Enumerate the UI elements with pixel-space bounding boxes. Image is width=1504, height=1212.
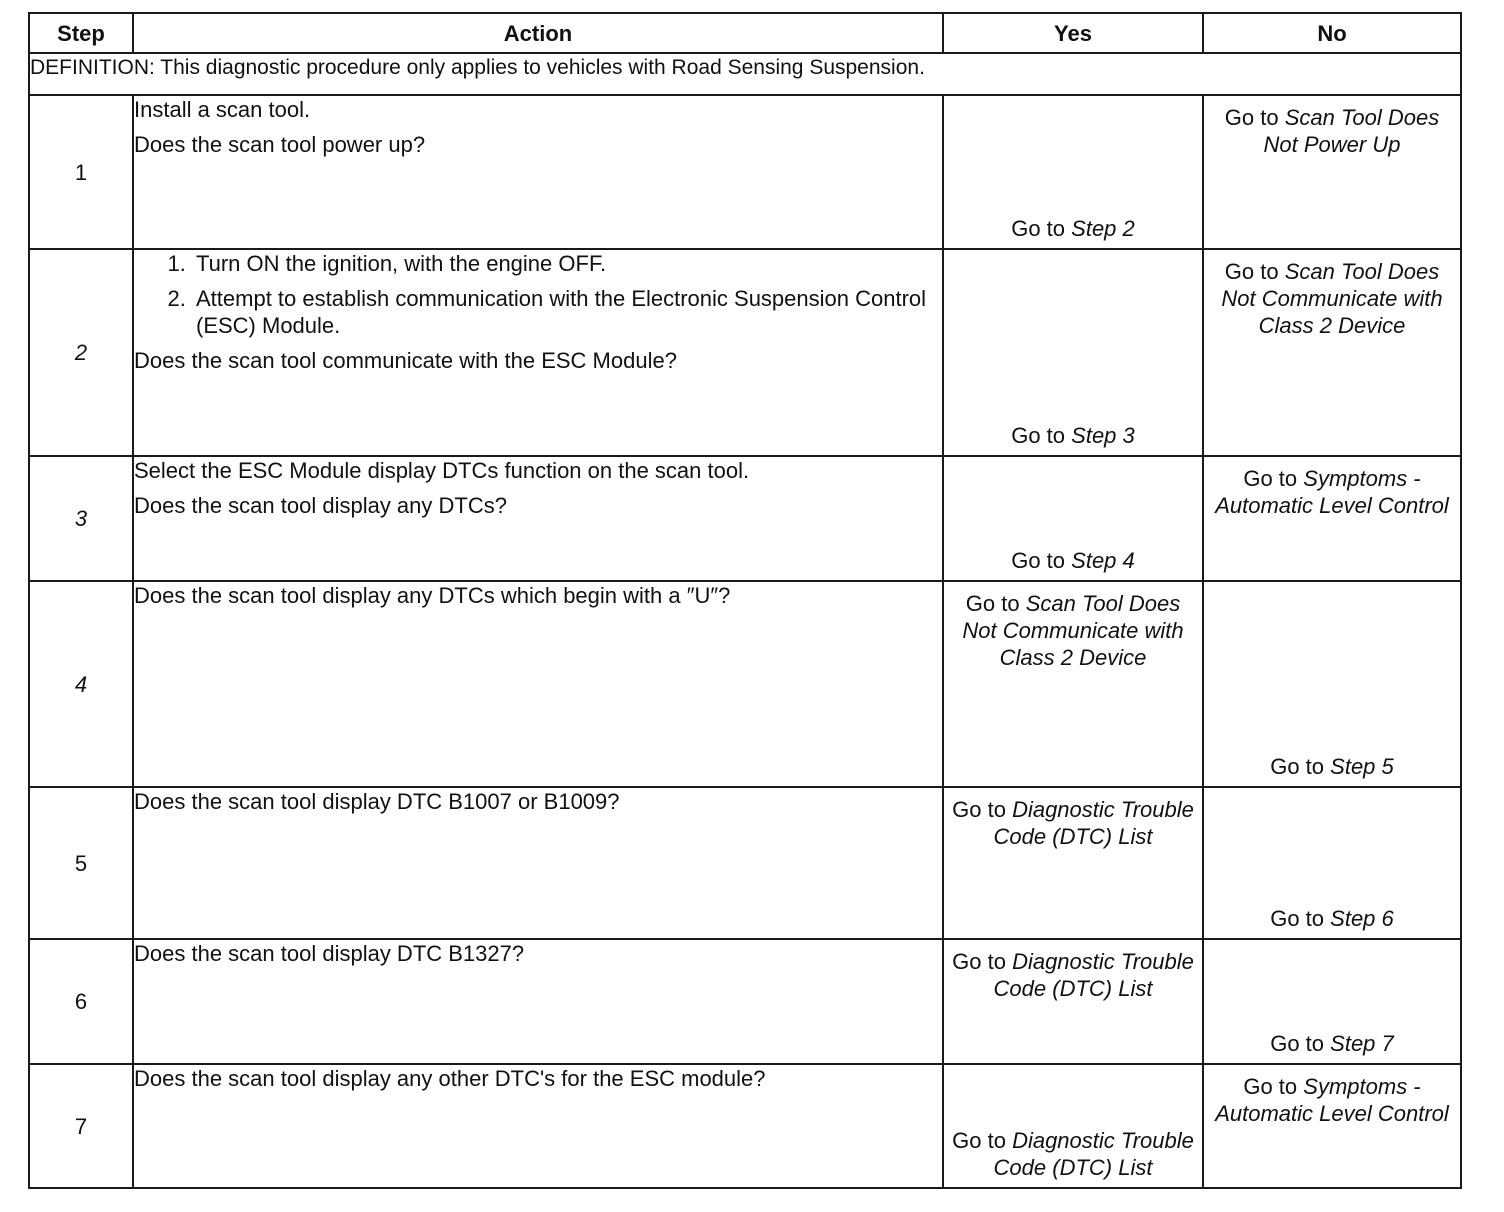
action-instruction: Install a scan tool. (134, 97, 311, 122)
yes-result: Go to Step 2 (1011, 216, 1135, 241)
header-no: No (1203, 13, 1461, 53)
yes-cell (943, 939, 1203, 1064)
yes-result: Go to Diagnostic Trouble Code (DTC) List (952, 1128, 1194, 1180)
table-row (29, 249, 1461, 456)
no-result: Go to Symptoms - Automatic Level Control (1215, 1074, 1449, 1126)
action-cell (133, 1064, 943, 1188)
header-action: Action (133, 13, 943, 53)
step-number: 7 (29, 1064, 133, 1188)
no-cell (1203, 1064, 1461, 1188)
action-cell (133, 95, 943, 249)
action-question: Does the scan tool power up? (134, 132, 426, 157)
table-row (29, 95, 1461, 249)
step-number: 5 (29, 787, 133, 939)
no-cell (1203, 456, 1461, 581)
action-question: Does the scan tool display DTC B1327? (134, 941, 525, 966)
yes-cell (943, 456, 1203, 581)
action-question: Does the scan tool communicate with the ESC Module? (134, 348, 677, 373)
yes-result: Go to Scan Tool Does Not Communicate with Class 2 Device (962, 591, 1184, 670)
action-cell (133, 249, 943, 456)
list-item: 2. Attempt to establish communication with the Electronic Suspension Control (ESC) Module. (192, 285, 942, 339)
yes-result: Go to Step 4 (1011, 548, 1135, 573)
yes-result: Go to Diagnostic Trouble Code (DTC) List (952, 797, 1194, 849)
action-cell (133, 581, 943, 787)
no-result: Go to Symptoms - Automatic Level Control (1215, 466, 1449, 518)
no-cell (1203, 249, 1461, 456)
table-row (29, 456, 1461, 581)
no-result: Go to Step 7 (1270, 1031, 1394, 1056)
step-number: 4 (29, 581, 133, 787)
no-cell (1203, 787, 1461, 939)
no-cell (1203, 939, 1461, 1064)
no-result: Go to Step 6 (1270, 906, 1394, 931)
definition-text: DEFINITION: This diagnostic procedure only applies to vehicles with Road Sensing Suspension. (29, 53, 1461, 95)
no-result: Go to Scan Tool Does Not Power Up (1224, 105, 1440, 157)
action-question: Does the scan tool display any DTCs which begin with a ″U″? (134, 583, 731, 608)
table-row (29, 787, 1461, 939)
step-number: 2 (29, 249, 133, 456)
header-row (29, 13, 1461, 53)
action-instruction: Select the ESC Module display DTCs function on the scan tool. (134, 458, 750, 483)
yes-cell (943, 581, 1203, 787)
table-row (29, 581, 1461, 787)
action-cell (133, 787, 943, 939)
yes-cell (943, 1064, 1203, 1188)
definition-row (29, 53, 1461, 95)
action-cell (133, 456, 943, 581)
action-cell (133, 939, 943, 1064)
table-row (29, 1064, 1461, 1188)
action-steps-list (134, 250, 942, 339)
diagnostic-table (28, 12, 1462, 1189)
step-number: 1 (29, 95, 133, 249)
step-number: 3 (29, 456, 133, 581)
list-item: 1. Turn ON the ignition, with the engine OFF. (192, 250, 942, 277)
table-row (29, 939, 1461, 1064)
no-cell (1203, 95, 1461, 249)
action-question: Does the scan tool display any other DTC's for the ESC module? (134, 1066, 766, 1091)
action-question: Does the scan tool display DTC B1007 or B1009? (134, 789, 620, 814)
no-result: Go to Scan Tool Does Not Communicate with Class 2 Device (1221, 259, 1443, 338)
yes-cell (943, 249, 1203, 456)
yes-cell (943, 787, 1203, 939)
yes-result: Go to Step 3 (1011, 423, 1135, 448)
header-yes: Yes (943, 13, 1203, 53)
header-step: Step (29, 13, 133, 53)
yes-result: Go to Diagnostic Trouble Code (DTC) List (952, 949, 1194, 1001)
step-number: 6 (29, 939, 133, 1064)
yes-cell (943, 95, 1203, 249)
no-result: Go to Step 5 (1270, 754, 1394, 779)
no-cell (1203, 581, 1461, 787)
action-question: Does the scan tool display any DTCs? (134, 493, 507, 518)
